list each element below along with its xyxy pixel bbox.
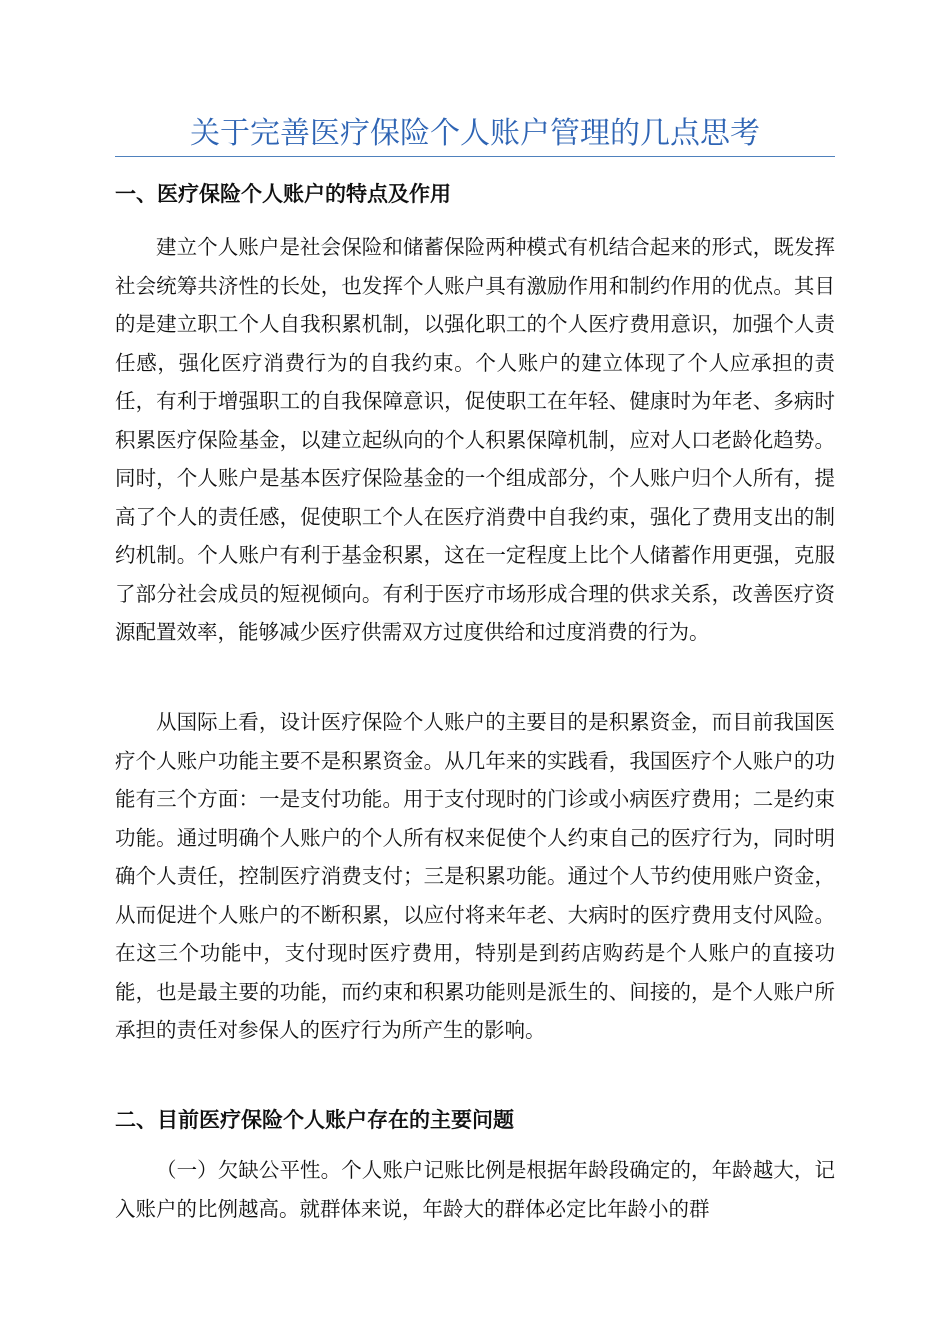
title-underline <box>115 156 835 157</box>
section-1-paragraph-2: 从国际上看，设计医疗保险个人账户的主要目的是积累资金，而目前我国医疗个人账户功能主要不是积累资金。从几年来的实践看，我国医疗个人账户的功能有三个方面：一是支付功能。用于支付现时的门诊或小病医疗费用；二是约束功能。通过明确个人账户的个人所有权来促使个人约束自己的医疗行为，同时明确个人责任，控制医疗消费支付；三是积累功能。通过个人节约使用账户资金，从而促进个人账户的不断积累，以应付将来年老、大病时的医疗费用支付风险。在这三个功能中，支付现时医疗费用，特别是到药店购药是个人账户的直接功能，也是最主要的功能，而约束和积累功能则是派生的、间接的，是个人账户所承担的责任对参保人的医疗行为所产生的影响。 <box>115 710 835 1042</box>
document-title: 关于完善医疗保险个人账户管理的几点思考 <box>190 116 760 151</box>
section-2-paragraph-1: （一）欠缺公平性。个人账户记账比例是根据年龄段确定的，年龄越大，记入账户的比例越高。就群体来说，年龄大的群体必定比年龄小的群 <box>115 1158 835 1221</box>
section-heading-1: 一、医疗保险个人账户的特点及作用 <box>115 182 451 206</box>
section-heading-2: 二、目前医疗保险个人账户存在的主要问题 <box>115 1108 514 1132</box>
section-1-paragraph-1: 建立个人账户是社会保险和储蓄保险两种模式有机结合起来的形式，既发挥社会统筹共济性的长处，也发挥个人账户具有激励作用和制约作用的优点。其目的是建立职工个人自我积累机制，以强化职工的个人医疗费用意识，加强个人责任感，强化医疗消费行为的自我约束。个人账户的建立体现了个人应承担的责任，有利于增强职工的自我保障意识，促使职工在年轻、健康时为年老、多病时积累医疗保险基金，以建立起纵向的个人积累保障机制，应对人口老龄化趋势。同时，个人账户是基本医疗保险基金的一个组成部分，个人账户归个人所有，提高了个人的责任感，促使职工个人在医疗消费中自我约束，强化了费用支出的制约机制。个人账户有利于基金积累，这在一定程度上比个人储蓄作用更强，克服了部分社会成员的短视倾向。有利于医疗市场形成合理的供求关系，改善医疗资源配置效率，能够减少医疗供需双方过度供给和过度消费的行为。 <box>115 235 835 644</box>
